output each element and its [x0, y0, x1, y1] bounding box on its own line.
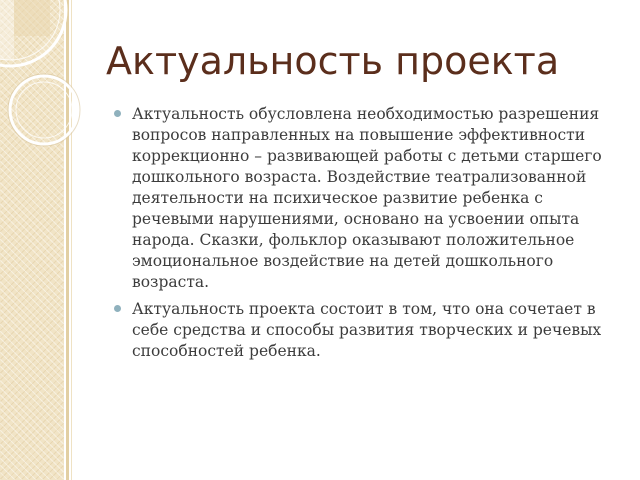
slide-title: Актуальность проекта	[106, 39, 560, 83]
bullet-dot-icon	[114, 305, 121, 312]
bullet-dot-icon	[114, 110, 121, 117]
bullet-text: Актуальность проекта состоит в том, что она сочетает в себе средства и способы развития творческих и речевых способностей ребенка.	[132, 300, 602, 360]
bullet-text: Актуальность обусловлена необходимостью разрешения вопросов направленных на повышение эффективности коррекционно – развивающей работы с детьми старшего дошкольного возраста. Воздействие театрализованной деятельности на психическое развитие ребенка с речевыми нарушениями, основано на усвоении опыта народа. Сказки, фольклор оказывают положительное эмоциональное воздействие на детей дошкольного возраста.	[132, 105, 602, 291]
bullet-item-project-essence	[114, 299, 614, 362]
bullet-item-relevance	[114, 104, 614, 293]
bullet-list	[114, 104, 614, 368]
decorative-circles-graphic	[0, 0, 90, 170]
